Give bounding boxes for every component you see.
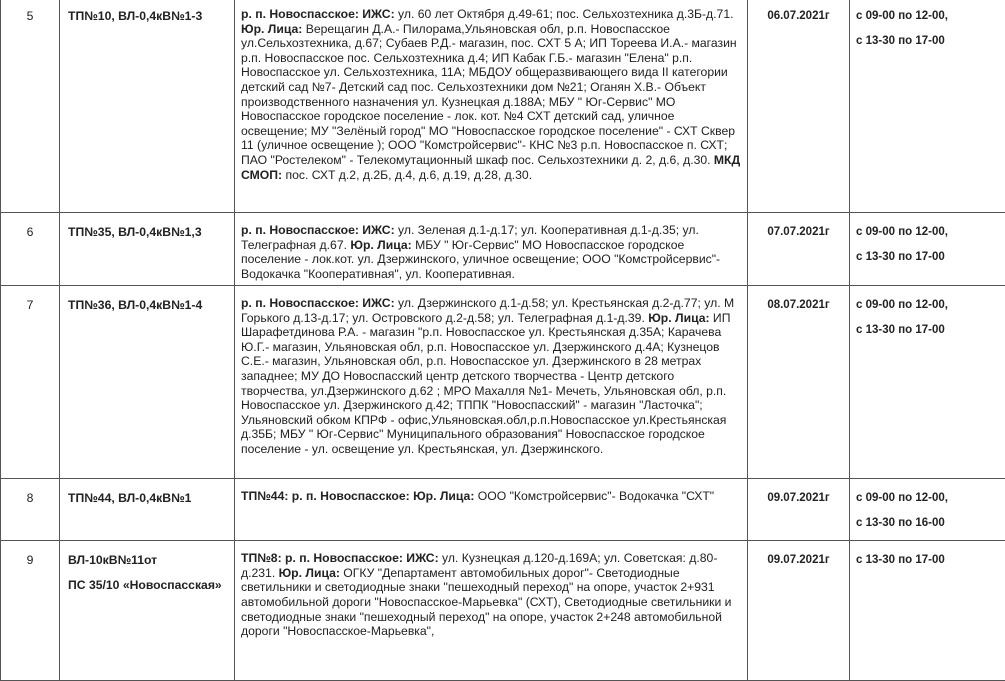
- time-interval: с 09-00 по 12-00,: [856, 225, 1001, 240]
- address-bold-label: р. п. Новоспасское: ИЖС:: [241, 223, 395, 237]
- outage-date: 09.07.2021г: [748, 479, 850, 541]
- outage-date: 07.07.2021г: [748, 213, 850, 286]
- outage-date: 09.07.2021г: [748, 541, 850, 681]
- address-bold-label: Юр. Лица:: [241, 22, 302, 36]
- time-interval: с 13-30 по 16-00: [856, 516, 1001, 531]
- table-row: [1, 0, 1005, 213]
- outage-time: [850, 0, 1005, 213]
- table-row: [1, 541, 1005, 681]
- address-segment: ул. Зеленая д.1-д.17; ул. Кооперативная д.1-д.35; ул. Телеграфная д.67.: [241, 223, 699, 252]
- time-interval: с 13-30 по 17-00: [856, 553, 1001, 568]
- object-name: [60, 541, 235, 681]
- address-bold-label: р. п. Новоспасское: ИЖС:: [241, 296, 395, 310]
- address-text: [235, 0, 748, 213]
- address-segment: МБУ " Юг-Сервис" МО Новоспасское городское поселение - лок.кот. ул. Дзержинского, уличное освещение; ООО "Комстройсервис"- Водокачка "Кооперативная", ул. Кооперативная.: [241, 238, 720, 281]
- object-name-line: ВЛ-10кВ№11от: [68, 553, 230, 568]
- address-text: [235, 541, 748, 681]
- outage-time: [850, 541, 1005, 681]
- row-number: 5: [1, 0, 60, 213]
- address-segment: ОГКУ "Департамент автомобильных дорог"- Светодиодные светильники и светодиодные знаки "пешеходный переход" на опоре, участок 2+931 автомобильной дороги "Новоспасское-Марьевка" (СХТ), Светодиодные светильники и светодиодные знаки "пешеходный переход" на опоре, участок 2+248 автомобильной дороги "Новоспасское-Марьевка",: [241, 566, 731, 638]
- row-number: 7: [1, 286, 60, 479]
- outage-date: 06.07.2021г: [748, 0, 850, 213]
- address-text: [235, 286, 748, 479]
- address-segment: ООО "Комстройсервис"- Водокачка "СХТ": [474, 489, 714, 503]
- address-bold-label: Юр. Лица:: [648, 311, 709, 325]
- table-row: [1, 213, 1005, 286]
- address-bold-label: р. п. Новоспасское: ИЖС:: [241, 7, 395, 21]
- address-bold-label: Юр. Лица:: [279, 566, 340, 580]
- outage-date: 08.07.2021г: [748, 286, 850, 479]
- row-number: 6: [1, 213, 60, 286]
- time-interval: с 09-00 по 12-00,: [856, 298, 1001, 313]
- outage-time: [850, 479, 1005, 541]
- time-interval: с 13-30 по 17-00: [856, 250, 1001, 265]
- address-bold-label: Юр. Лица:: [350, 238, 411, 252]
- address-segment: ИП Шарафетдинова Р.А. - магазин "р.п. Новоспасское ул. Крестьянская д.35А; Карачева Ю.Г.- магазин, Ульяновская обл, р.п. Новоспасское ул. Дзержинского д.4А; Кузнецов С.Е.- магазин, Ульяновская обл, р.п. Новоспасское ул. Дзержинского в 28 метрах западнее; МУ ДО Новоспасский центр детского творчества - Центр детского творчества, ул.Дзержинского д.62 ; МРО Махалля №1- Мечеть, Ульяновская обл, р.п. Новоспасское ул. Дзержинского д.42; ТППК "Новоспасский" - магазин "Ласточка"; Ульяновский обком КПРФ - офис,Ульяновская.обл,р.п.Новоспасское ул.Крестьянская д.35Б; МБУ " Юг-Сервис" Муниципального образования" Новоспасское городское поселение - ул. освещение ул. Крестьянская, ул. Дзержинского.: [241, 311, 730, 456]
- row-number: 8: [1, 479, 60, 541]
- time-interval: с 13-30 по 17-00: [856, 323, 1001, 338]
- address-segment: пос. СХТ д.2, д.2Б, д.4, д.6, д.19, д.28, д.30.: [282, 168, 532, 182]
- address-bold-label: МКД СМОП:: [241, 153, 740, 182]
- object-name: ТП№35, ВЛ-0,4кВ№1,3: [60, 213, 235, 286]
- object-name: ТП№36, ВЛ-0,4кВ№1-4: [60, 286, 235, 479]
- address-segment: ул. Кузнецкая д.120-д.169А; ул. Советская: д.80-д.231.: [241, 551, 717, 580]
- address-text: [235, 213, 748, 286]
- address-segment: ул. Дзержинского д.1-д.58; ул. Крестьянская д.2-д.77; ул. М Горького д.13-д.17; ул. Островского д.2-д.58; ул. Телеграфная д.1-д.39.: [241, 296, 734, 325]
- table-row: [1, 479, 1005, 541]
- address-text: [235, 479, 748, 541]
- time-interval: с 09-00 по 12-00,: [856, 9, 1001, 24]
- time-interval: с 13-30 по 17-00: [856, 34, 1001, 49]
- address-bold-label: ТП№44: р. п. Новоспасское: Юр. Лица:: [241, 489, 474, 503]
- outage-time: [850, 286, 1005, 479]
- object-name: ТП№10, ВЛ-0,4кВ№1-3: [60, 0, 235, 213]
- address-bold-label: ТП№8: р. п. Новоспасское: ИЖС:: [241, 551, 439, 565]
- address-segment: Верещагин Д.А.- Пилорама,Ульяновская обл, р.п. Новоспасское ул.Сельхозтехника, д.67; Субаев Р.Д.- магазин, пос. СХТ 5 А; ИП Тореева И.А.- магазин р.п. Новоспасское пос. Сельхозтехника д.4; ИП Кабак Г.Б.- магазин "Елена" р.п. Новоспасское ул. Сельхозтехника, 11А; МБДОУ общеразвивающего вида II категории детский сад №7- Детский сад пос. Сельхозтехники дом №21; Оганян Х.В.- Объект производственного назначения ул. Кузнецкая д.188А; МБУ " Юг-Сервис" МО Новоспасское городское поселение - лок. кот. №4 СХТ детский сад, уличное освещение; МУ "Зелёный город" МО "Новоспасское городское поселение" - СХТ Сквер 11 (уличное освещение ); ООО "Комстройсервис"- КНС №3 р.п. Новоспасское п. СХТ; ПАО "Ростелеком" - Телекомутационный шкаф пос. Сельхозтехники д. 2, д.6, д.30.: [241, 22, 737, 167]
- outage-time: [850, 213, 1005, 286]
- row-number: 9: [1, 541, 60, 681]
- object-name: ТП№44, ВЛ-0,4кВ№1: [60, 479, 235, 541]
- address-segment: ул. 60 лет Октября д.49-61; пос. Сельхозтехника д.3Б-д.71.: [395, 7, 734, 21]
- substation-name: ПС 35/10 «Новоспасская»: [68, 578, 230, 593]
- time-interval: с 09-00 по 12-00,: [856, 491, 1001, 506]
- table-row: [1, 286, 1005, 479]
